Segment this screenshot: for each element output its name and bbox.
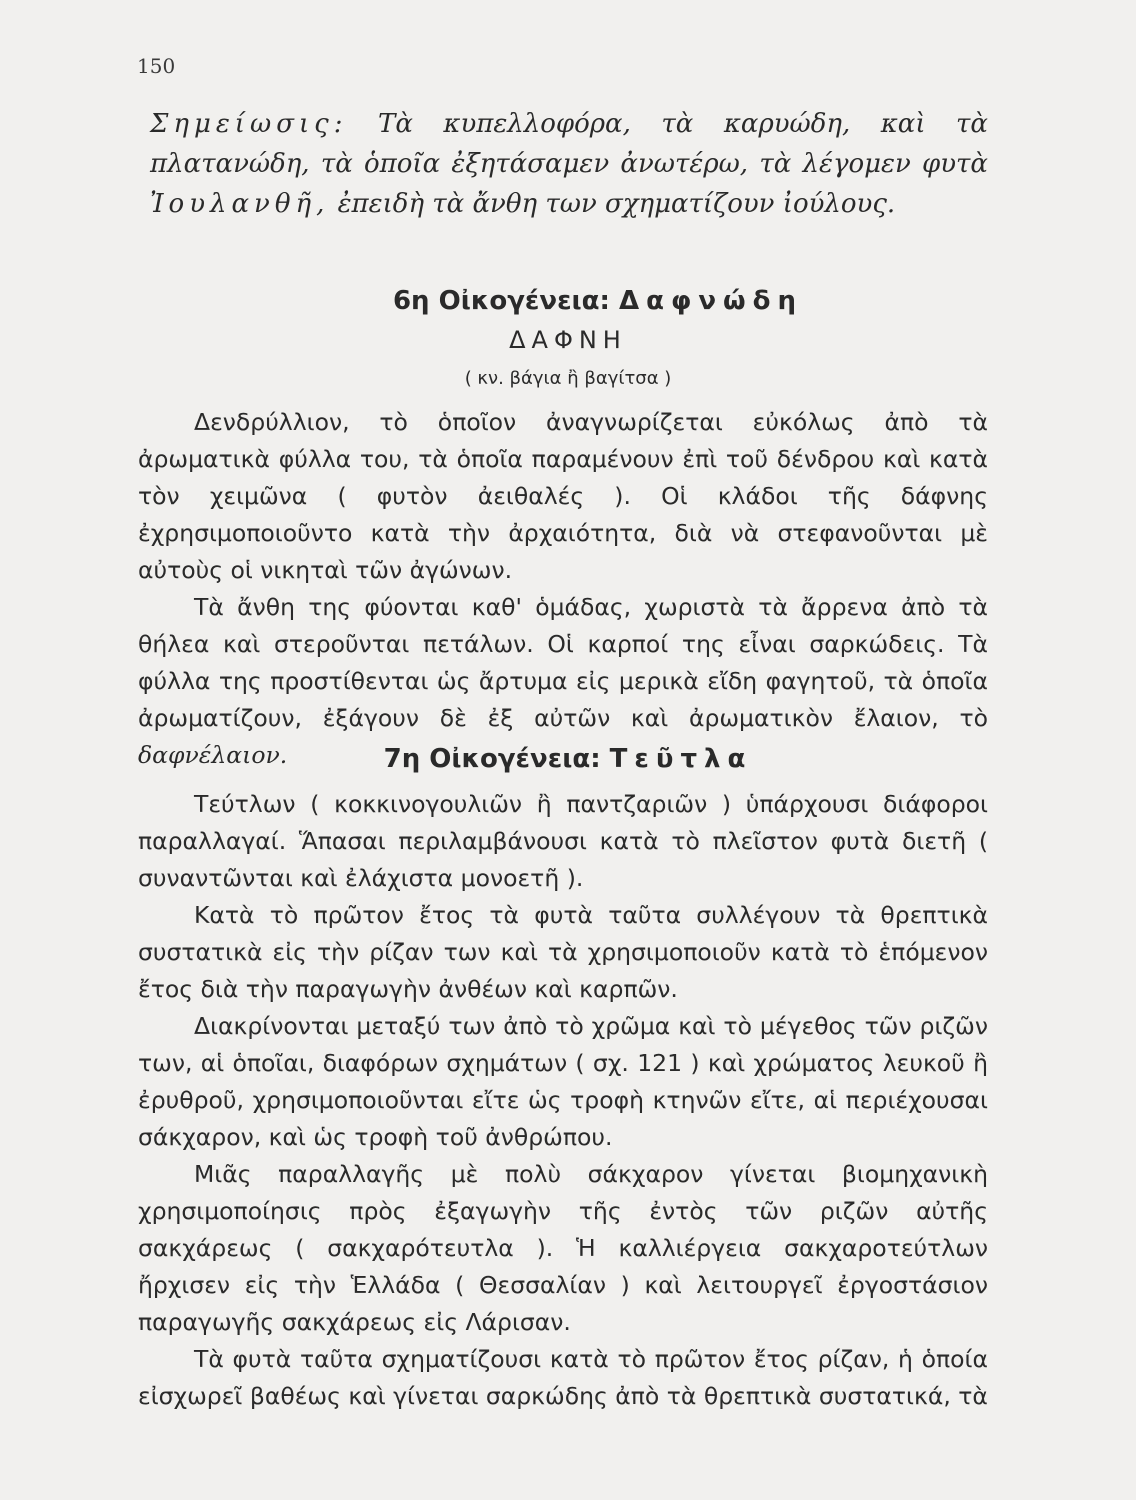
note-text-end: ἐπειδὴ τὰ ἄνθη των σχηματίζουν ἰούλους. <box>337 189 896 219</box>
note-paragraph <box>150 104 988 224</box>
plant-name: ΔΑΦΝΗ <box>509 326 627 354</box>
note-text: Τὰ κυπελλοφόρα, τὰ καρυώδη, καὶ τὰ πλατανώδη, τὰ ὁποῖα ἐξητάσαμεν ἀνωτέρω, τὰ λέγομεν φυτὰ <box>150 109 988 179</box>
note-term: Ἰουλανθῆ, <box>150 189 330 219</box>
section-7-paragraph-1: Τεύτλων ( κοκκινογουλιῶν ἢ παντζαριῶν ) ὑπάρχουσι διάφοροι παραλλαγαί. Ἅπασαι περιλαμβάνουσι κατὰ τὸ πλεῖστον φυτὰ διετῆ ( συναντῶνται καὶ ἐλάχιστα μονοετῆ ). <box>138 790 988 892</box>
family-6-name: Δαφνώδη <box>619 286 804 316</box>
section-7-text <box>138 786 988 1415</box>
family-6-prefix: 6η Οἰκογένεια: <box>392 286 610 316</box>
section-7-paragraph-5: Τὰ φυτὰ ταῦτα σχηματίζουσι κατὰ τὸ πρῶτον ἔτος ρίζαν, ἡ ὁποία εἰσχωρεῖ βαθέως καὶ γίνεται σαρκώδης ἀπὸ τὰ θρεπτικὰ συστατικά, τὰ <box>138 1345 988 1410</box>
family-7-heading <box>0 744 1136 774</box>
section-6-paragraph-2-term: δαφνέλαιον. <box>138 741 288 769</box>
plant-common-name: ( κν. βάγια ἢ βαγίτσα ) <box>464 368 672 389</box>
section-6-text <box>138 404 988 774</box>
family-6-heading <box>60 286 1136 316</box>
section-7-paragraph-2: Κατὰ τὸ πρῶτον ἔτος τὰ φυτὰ ταῦτα συλλέγουν τὰ θρεπτικὰ συστατικὰ εἰς τὴν ρίζαν των καὶ τὰ χρησιμοποιοῦν κατὰ τὸ ἑπόμενον ἔτος διὰ τὴν παραγωγὴν ἀνθέων καὶ καρπῶν. <box>138 901 988 1003</box>
section-6-paragraph-1: Δενδρύλλιον, τὸ ὁποῖον ἀναγνωρίζεται εὐκόλως ἀπὸ τὰ ἀρωματικὰ φύλλα του, τὰ ὁποῖα παραμένουν ἐπὶ τοῦ δένδρου καὶ κατὰ τὸν χειμῶνα ( φυτὸν ἀειθαλές ). Οἱ κλάδοι τῆς δάφνης ἐχρησιμοποιοῦντο κατὰ τὴν ἀρχαιότητα, διὰ νὰ στεφανοῦνται μὲ αὐτοὺς οἱ νικηταὶ τῶν ἀγώνων. <box>138 408 988 584</box>
note-label: Σημείωσις: <box>150 109 348 139</box>
family-7-prefix: 7η Οἰκογένεια: <box>383 744 601 774</box>
section-7-paragraph-3: Διακρίνονται μεταξύ των ἀπὸ τὸ χρῶμα καὶ τὸ μέγεθος τῶν ριζῶν των, αἱ ὁποῖαι, διαφόρων σχημάτων ( σχ. 121 ) καὶ χρώματος λευκοῦ ἢ ἐρυθροῦ, χρησιμοποιοῦνται εἴτε ὡς τροφὴ κτηνῶν εἴτε, αἱ περιέχουσαι σάκχαρον, καὶ ὡς τροφὴ τοῦ ἀνθρώπου. <box>138 1012 988 1151</box>
page-number: 150 <box>137 54 176 78</box>
family-7-name: Τεῦτλα <box>609 744 753 774</box>
section-6-paragraph-2-text: Τὰ ἄνθη της φύονται καθ' ὁμάδας, χωριστὰ τὰ ἄρρενα ἀπὸ τὰ θήλεα καὶ στεροῦνται πετάλων. Οἱ καρποί της εἶναι σαρκώδεις. Τὰ φύλλα της προστίθενται ὡς ἄρτυμα εἰς μερικὰ εἴδη φαγητοῦ, τὰ ὁποῖα ἀρωματίζουν, ἐξάγουν δὲ ἐξ αὐτῶν καὶ ἀρωματικὸν ἔλαιον, τὸ <box>138 593 988 732</box>
section-7-paragraph-4: Μιᾶς παραλλαγῆς μὲ πολὺ σάκχαρον γίνεται βιομηχανικὴ χρησιμοποίησις πρὸς ἐξαγωγὴν τῆς ἐντὸς τῶν ριζῶν αὐτῆς σακχάρεως ( σακχαρότευτλα ). Ἡ καλλιέργεια σακχαροτεύτλων ἤρχισεν εἰς τὴν Ἑλλάδα ( Θεσσαλίαν ) καὶ λειτουργεῖ ἐργοστάσιον παραγωγῆς σακχάρεως εἰς Λάρισαν. <box>138 1160 988 1336</box>
